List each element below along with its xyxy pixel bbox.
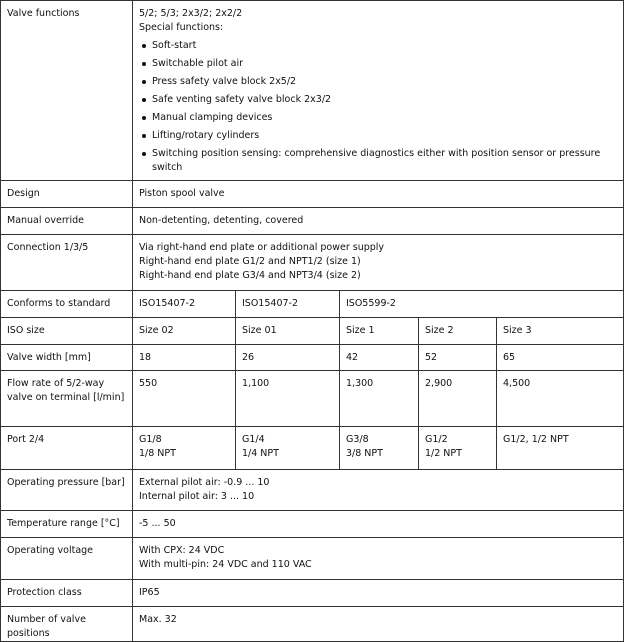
label-manual-override: Manual override <box>1 208 133 235</box>
label-iso-size: ISO size <box>1 318 133 345</box>
special-function-item: Switchable pilot air <box>152 57 617 71</box>
port-thread: G1/2 <box>425 434 448 445</box>
label-conforms: Conforms to standard <box>1 291 133 318</box>
special-functions-heading: Special functions: <box>139 22 224 33</box>
label-protection-class: Protection class <box>1 580 133 607</box>
flow-rate-cell: 550 <box>133 371 236 427</box>
iso-size-cell: Size 01 <box>236 318 340 345</box>
label-temperature: Temperature range [°C] <box>1 511 133 538</box>
value-valve-functions <box>133 1 624 181</box>
label-flow-rate: Flow rate of 5/2-way valve on terminal [l/min] <box>1 371 133 427</box>
label-valve-positions: Number of valve positions <box>1 607 133 642</box>
row-design <box>1 181 624 208</box>
iso-size-cell: Size 2 <box>419 318 497 345</box>
standard-size-1-2-3: ISO5599-2 <box>340 291 624 318</box>
valve-functions-types: 5/2; 5/3; 2x3/2; 2x2/2 <box>139 8 243 19</box>
label-valve-width: Valve width [mm] <box>1 345 133 371</box>
connection-line: Right-hand end plate G3/4 and NPT3/4 (size 2) <box>139 270 361 281</box>
connection-line: Via right-hand end plate or additional power supply <box>139 242 385 253</box>
connection-line: Right-hand end plate G1/2 and NPT1/2 (size 1) <box>139 256 361 267</box>
value-temperature: -5 ... 50 <box>133 511 624 538</box>
row-connection <box>1 235 624 291</box>
row-operating-voltage <box>1 538 624 580</box>
flow-rate-cell: 1,300 <box>340 371 419 427</box>
flow-rate-cell: 4,500 <box>497 371 624 427</box>
value-connection <box>133 235 624 291</box>
port-cell <box>497 427 624 470</box>
row-flow-rate <box>1 371 624 427</box>
special-function-item: Manual clamping devices <box>152 111 617 125</box>
label-operating-voltage: Operating voltage <box>1 538 133 580</box>
valve-width-cell: 26 <box>236 345 340 371</box>
value-design: Piston spool valve <box>133 181 624 208</box>
row-protection-class <box>1 580 624 607</box>
iso-size-cell: Size 3 <box>497 318 624 345</box>
row-conforms-to-standard <box>1 291 624 318</box>
row-temperature <box>1 511 624 538</box>
iso-size-cell: Size 1 <box>340 318 419 345</box>
valve-width-cell: 65 <box>497 345 624 371</box>
pressure-line: External pilot air: -0.9 ... 10 <box>139 477 270 488</box>
port-cell <box>236 427 340 470</box>
value-protection-class: IP65 <box>133 580 624 607</box>
special-function-item: Switching position sensing: comprehensive diagnostics either with position sensor or pressure switch <box>152 147 617 175</box>
port-thread: G1/4 <box>242 434 265 445</box>
port-thread: G1/8 <box>139 434 162 445</box>
special-function-item: Soft-start <box>152 39 617 53</box>
valve-width-cell: 52 <box>419 345 497 371</box>
row-iso-size <box>1 318 624 345</box>
port-cell <box>133 427 236 470</box>
flow-rate-cell: 2,900 <box>419 371 497 427</box>
iso-size-cell: Size 02 <box>133 318 236 345</box>
label-port: Port 2/4 <box>1 427 133 470</box>
row-valve-width <box>1 345 624 371</box>
label-valve-functions: Valve functions <box>1 1 133 181</box>
port-cell <box>419 427 497 470</box>
port-npt: 1/8 NPT <box>139 448 176 459</box>
valve-width-cell: 42 <box>340 345 419 371</box>
flow-rate-cell: 1,100 <box>236 371 340 427</box>
value-valve-positions: Max. 32 <box>133 607 624 642</box>
special-function-item: Lifting/rotary cylinders <box>152 129 617 143</box>
special-functions-list <box>139 39 617 175</box>
row-valve-positions <box>1 607 624 642</box>
special-function-item: Press safety valve block 2x5/2 <box>152 75 617 89</box>
row-manual-override <box>1 208 624 235</box>
standard-size-01: ISO15407-2 <box>236 291 340 318</box>
port-thread: G3/8 <box>346 434 369 445</box>
pressure-line: Internal pilot air: 3 ... 10 <box>139 491 255 502</box>
voltage-line: With CPX: 24 VDC <box>139 545 225 556</box>
value-manual-override: Non-detenting, detenting, covered <box>133 208 624 235</box>
value-operating-voltage <box>133 538 624 580</box>
port-npt: 1/4 NPT <box>242 448 279 459</box>
port-npt: 3/8 NPT <box>346 448 383 459</box>
special-function-item: Safe venting safety valve block 2x3/2 <box>152 93 617 107</box>
label-connection: Connection 1/3/5 <box>1 235 133 291</box>
valve-width-cell: 18 <box>133 345 236 371</box>
label-operating-pressure: Operating pressure [bar] <box>1 470 133 511</box>
port-cell <box>340 427 419 470</box>
row-port <box>1 427 624 470</box>
label-design: Design <box>1 181 133 208</box>
port-thread: G1/2, 1/2 NPT <box>503 434 569 445</box>
port-npt: 1/2 NPT <box>425 448 462 459</box>
voltage-line: With multi-pin: 24 VDC and 110 VAC <box>139 559 312 570</box>
row-valve-functions <box>1 1 624 181</box>
value-operating-pressure <box>133 470 624 511</box>
standard-size-02: ISO15407-2 <box>133 291 236 318</box>
row-operating-pressure <box>1 470 624 511</box>
